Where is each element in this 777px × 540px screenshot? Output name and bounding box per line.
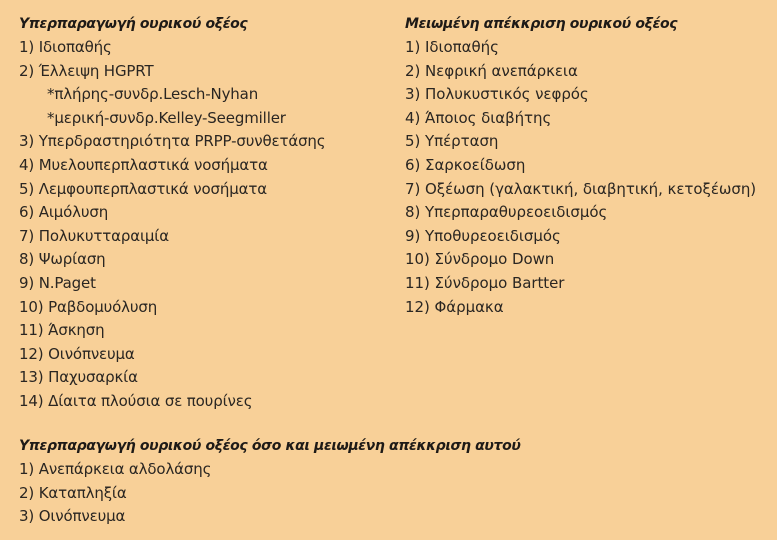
list-item: 8) Ψωρίαση xyxy=(19,250,106,269)
list-item: 5) Υπέρταση xyxy=(405,132,499,151)
list-item: 1) Ιδιοπαθής xyxy=(405,38,499,56)
list-item: 9) N.Paget xyxy=(19,273,96,292)
list-item: 11) Άσκηση xyxy=(19,321,105,340)
list-item: 8) Υπερπαραθυρεοειδισμός xyxy=(405,203,608,222)
list-item: 3) Υπερδραστηριότητα PRPP-συνθετάσης xyxy=(19,132,326,151)
list-item: 2) Καταπληξία xyxy=(19,483,127,502)
list-item: 3) Οινόπνευμα xyxy=(19,507,126,526)
list-subitem: *μερική-συνδρ.Kelley-Seegmiller xyxy=(47,108,286,127)
overproduction-section xyxy=(19,14,389,414)
list-item: 11) Σύνδρομο Bartter xyxy=(405,273,565,292)
list-item: 7) Οξέωση (γαλακτική, διαβητική, κετοξέωση) xyxy=(405,179,757,198)
reduced-excretion-list xyxy=(405,36,777,319)
list-item: 2) Έλλειψη HGPRT xyxy=(19,61,154,80)
list-item: 7) Πολυκυτταραιμία xyxy=(19,226,169,245)
reduced-excretion-section xyxy=(405,14,777,319)
combined-list xyxy=(19,458,759,529)
list-item: 1) Ανεπάρκεια αλδολάσης xyxy=(19,460,212,478)
list-item: 13) Παχυσαρκία xyxy=(19,368,138,387)
list-item: 9) Υποθυρεοειδισμός xyxy=(405,226,561,245)
list-item: 12) Φάρμακα xyxy=(405,297,504,316)
list-subitem: *πλήρης-συνδρ.Lesch-Nyhan xyxy=(47,85,259,104)
combined-section xyxy=(19,436,759,529)
reduced-excretion-heading: Μειωμένη απέκκριση ουρικού οξέος xyxy=(405,16,678,32)
list-item: 5) Λεμφουπερπλαστικά νοσήματα xyxy=(19,179,267,198)
list-item: 10) Ραβδομυόλυση xyxy=(19,297,158,316)
list-item: 4) Μυελουπερπλαστικά νοσήματα xyxy=(19,155,268,174)
list-item: 2) Νεφρική ανεπάρκεια xyxy=(405,61,578,80)
list-item: 4) Άποιος διαβήτης xyxy=(405,108,552,127)
overproduction-heading: Υπερπαραγωγή ουρικού οξέος xyxy=(19,16,248,32)
list-item: 3) Πολυκυστικός νεφρός xyxy=(405,85,589,104)
list-item: 14) Δίαιτα πλούσια σε πουρίνες xyxy=(19,391,253,410)
overproduction-list xyxy=(19,36,389,414)
list-item: 10) Σύνδρομο Down xyxy=(405,250,555,269)
list-item: 6) Σαρκοείδωση xyxy=(405,155,526,174)
list-item: 6) Αιμόλυση xyxy=(19,203,109,222)
list-item: 12) Οινόπνευμα xyxy=(19,344,135,363)
list-item: 1) Ιδιοπαθής xyxy=(19,38,112,56)
combined-heading: Υπερπαραγωγή ουρικού οξέος όσο και μειωμένη απέκκριση αυτού xyxy=(19,438,521,454)
